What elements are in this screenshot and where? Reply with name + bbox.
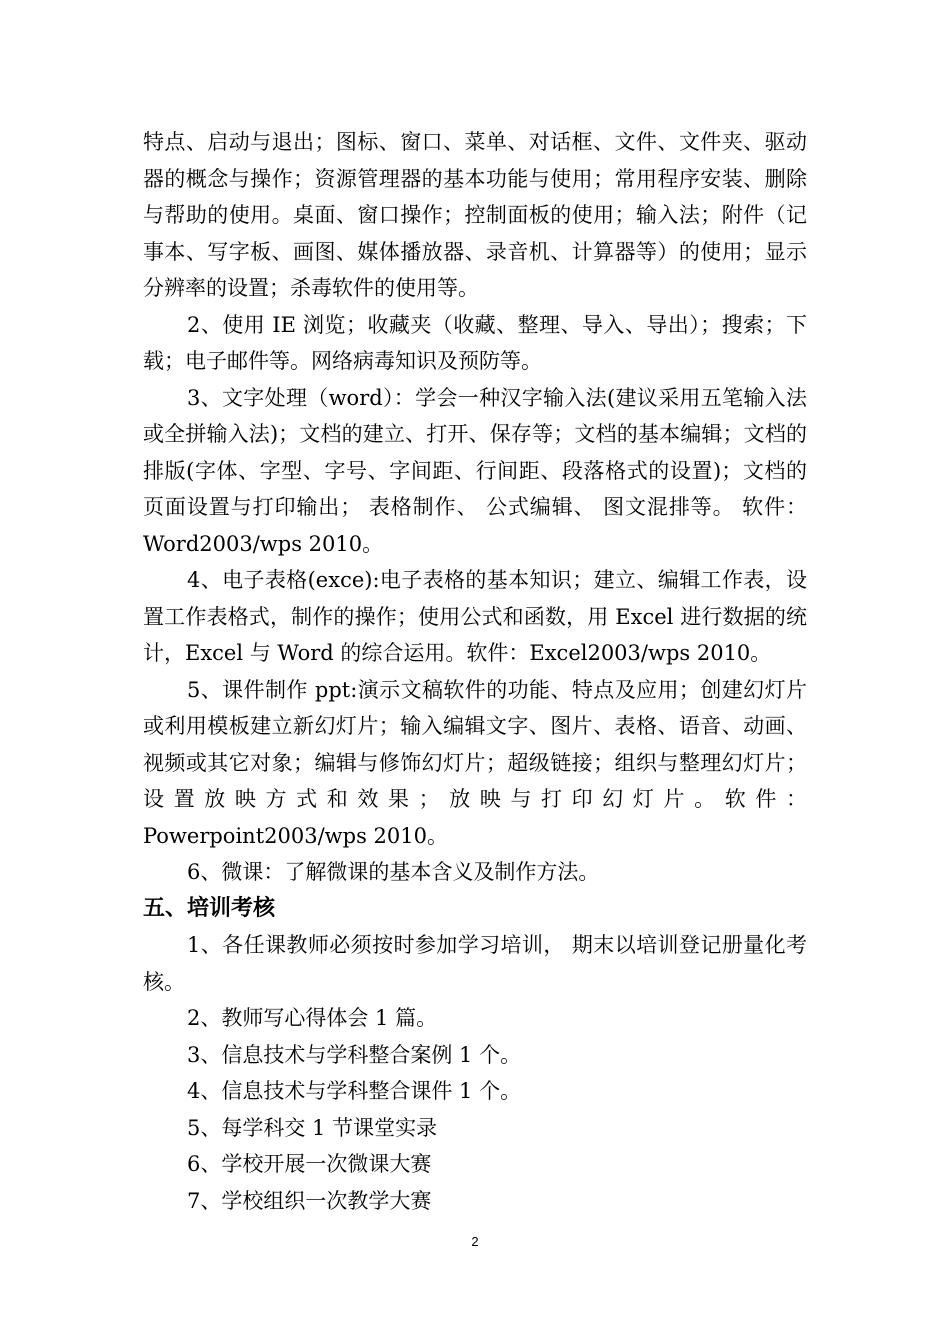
body-text bbox=[143, 124, 807, 1219]
paragraph-microlesson: 6、微课：了解微课的基本含义及制作方法。 bbox=[187, 860, 600, 884]
assessment-item: 5、每学科交 1 节课堂实录 bbox=[187, 1115, 438, 1140]
paragraph-ppt: 5、课件制作 ppt:演示文稿软件的功能、特点及应用；创建幻灯片或利用模板建立新幻灯片；输入编辑文字、图片、表格、语音、动画、视频或其它对象；编辑与修饰幻灯片；超级链接；组织与整理幻灯片；设置放映方式和效果；放映与打印幻灯片。软件：Powerpoint2003/wps 2010。 bbox=[143, 677, 807, 848]
paragraph-os-basics: 特点、启动与退出；图标、窗口、菜单、对话框、文件、文件夹、驱动器的概念与操作；资源管理器的基本功能与使用；常用程序安装、删除与帮助的使用。桌面、窗口操作；控制面板的使用；输入法；附件（记事本、写字板、画图、媒体播放器、录音机、计算器等）的使用；显示分辨率的设置；杀毒软件的使用等。 bbox=[143, 130, 807, 300]
paragraph-internet: 2、使用 IE 浏览；收藏夹（收藏、整理、导入、导出）；搜索；下载；电子邮件等。网络病毒知识及预防等。 bbox=[143, 312, 807, 373]
assessment-item: 6、学校开展一次微课大赛 bbox=[187, 1152, 432, 1176]
assessment-item: 7、学校组织一次教学大赛 bbox=[187, 1188, 432, 1213]
paragraph-word: 3、文字处理（word）：学会一种汉字输入法(建议采用五笔输入法或全拼输入法)；文档的建立、打开、保存等；文档的基本编辑；文档的排版(字体、字型、字号、字间距、行间距、段落格式的设置)；文档的页面设置与打印输出； 表格制作、 公式编辑、 图文混排等。 软件：Word2003/wps 2010。 bbox=[143, 385, 807, 556]
paragraph-excel: 4、电子表格(exce):电子表格的基本知识；建立、编辑工作表，设置工作表格式，制作的操作；使用公式和函数，用 Excel 进行数据的统计，Excel 与 Word 的综合运用。软件：Excel2003/wps 2010。 bbox=[143, 568, 807, 665]
assessment-item: 2、教师写心得体会 1 篇。 bbox=[187, 1006, 438, 1030]
assessment-item: 3、信息技术与学科整合案例 1 个。 bbox=[187, 1042, 522, 1067]
assessment-item: 1、各任课教师必须按时参加学习培训， 期末以培训登记册量化考核。 bbox=[143, 933, 807, 994]
page-number: 2 bbox=[471, 1234, 479, 1249]
section-heading: 五、培训考核 bbox=[143, 895, 276, 921]
assessment-item: 4、信息技术与学科整合课件 1 个。 bbox=[187, 1079, 522, 1103]
